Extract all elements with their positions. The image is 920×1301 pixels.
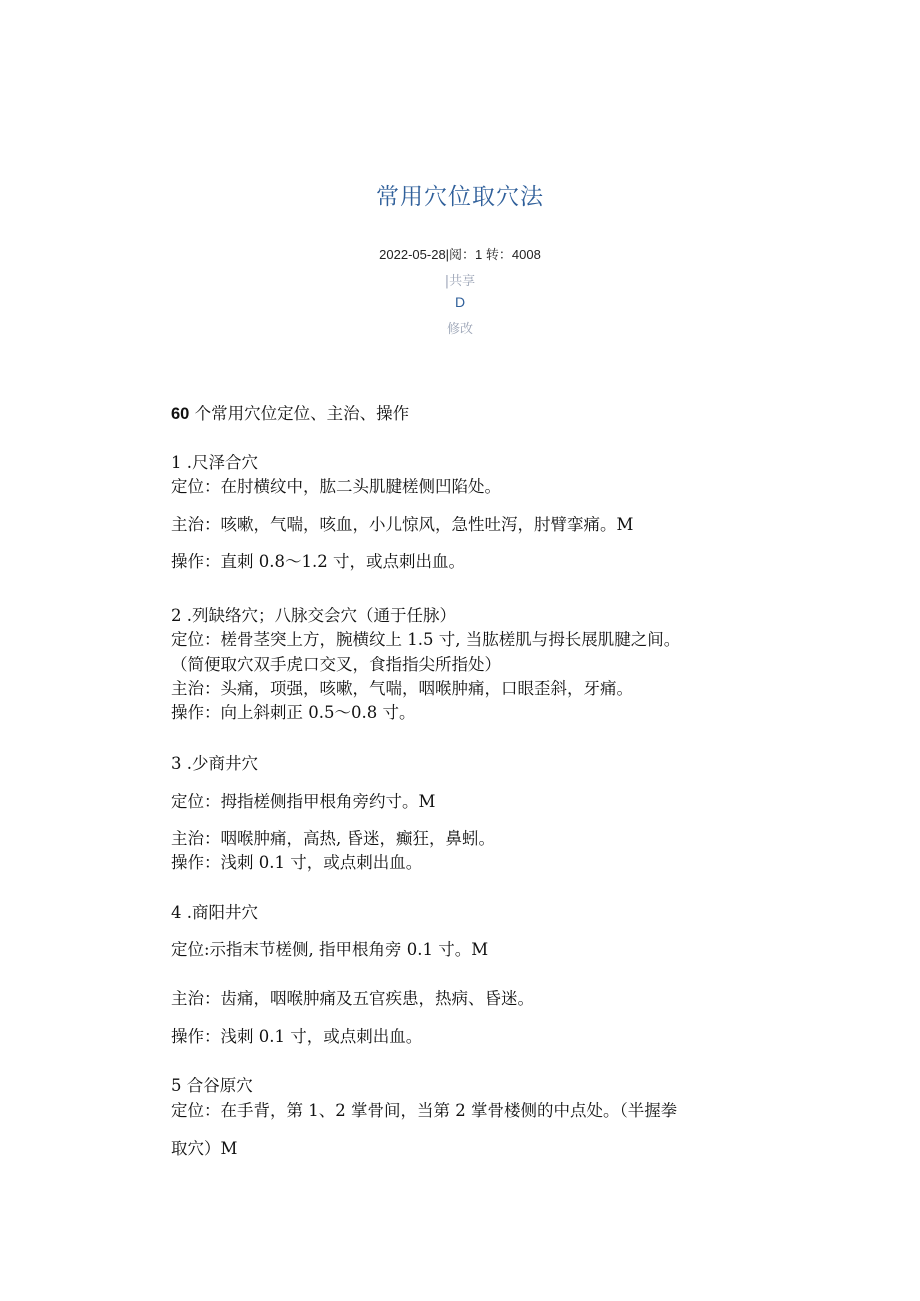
operation-line: 操作：浅刺 0.1 寸，或点刺出血。 bbox=[171, 853, 423, 872]
post-meta: 2022-05-28|阅：1 转：4008 bbox=[379, 247, 541, 262]
edit-link[interactable]: 修改 bbox=[446, 322, 473, 337]
heading-number: 60 bbox=[171, 405, 190, 423]
operation-line: 操作：直刺 0.8～1.2 寸，或点刺出血。 bbox=[171, 552, 465, 571]
point-title-5: 5 合谷原穴 bbox=[171, 1076, 253, 1095]
page-title: 常用穴位取穴法 bbox=[376, 184, 544, 210]
location-line: 定位:示指末节槎侧, 指甲根角旁 0.1 寸。M bbox=[171, 940, 489, 959]
point-title-1: 1 .尺泽合穴 bbox=[171, 453, 258, 472]
location-note: （简便取穴双手虎口交叉，食指指尖所指处） bbox=[171, 655, 501, 674]
indication-line: 主治：齿痛，咽喉肿痛及五官疾患，热病、昏迷。 bbox=[171, 989, 534, 1008]
d-label: D bbox=[454, 294, 466, 310]
heading-text: 个常用穴位定位、主治、操作 bbox=[194, 404, 410, 423]
point-title-4: 4 .商阳井穴 bbox=[171, 903, 258, 922]
indication-line: 主治：咳嗽，气喘，咳血，小儿惊风，急性吐泻，肘臂挛痛。M bbox=[171, 515, 634, 534]
point-title-3: 3 .少商井穴 bbox=[171, 754, 258, 773]
operation-line: 操作：浅刺 0.1 寸，或点刺出血。 bbox=[171, 1027, 423, 1046]
location-line: 定位：拇指槎侧指甲根角旁约寸。M bbox=[171, 792, 436, 811]
location-line: 定位：在肘横纹中，肱二头肌腱槎侧凹陷处。 bbox=[171, 477, 501, 496]
indication-line: 主治：头痛，项强，咳嗽，气喘，咽喉肿痛，口眼歪斜，牙痛。 bbox=[171, 679, 633, 698]
share-link[interactable]: |共享 bbox=[444, 274, 476, 289]
location-note: 取穴）M bbox=[171, 1139, 238, 1158]
location-line: 定位：在手背，第 1、2 掌骨间，当第 2 掌骨楼侧的中点处。（半握拳 bbox=[171, 1101, 678, 1120]
location-line: 定位：槎骨茎突上方，腕横纹上 1.5 寸, 当肱槎肌与拇长展肌腱之间。 bbox=[171, 630, 681, 649]
point-title-2: 2 .列缺络穴；八脉交会穴（通于任脉） bbox=[171, 606, 456, 625]
indication-line: 主治：咽喉肿痛，高热, 昏迷，癫狂，鼻蚓。 bbox=[171, 829, 495, 848]
section-heading bbox=[171, 404, 409, 424]
operation-line: 操作：向上斜刺正 0.5～0.8 寸。 bbox=[171, 703, 416, 722]
